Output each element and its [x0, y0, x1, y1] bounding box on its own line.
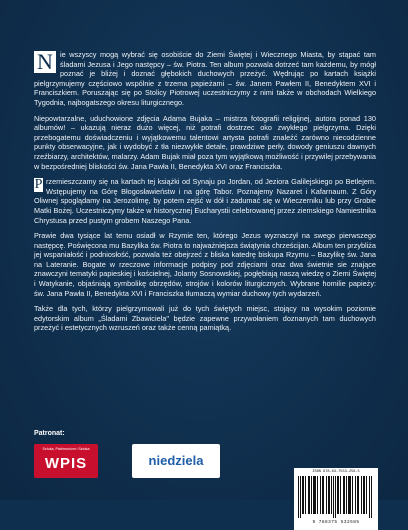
footer [34, 430, 376, 525]
description-text [34, 50, 376, 339]
wpis-logo-word: WPIS [44, 455, 88, 472]
paragraph-holy-land-text: rzemieszczamy się na kartach tej książki od Synaju po Jordan, od Jeziora Galilejskiego po Betlejem. Wstępujemy na Górę Błogosławieństw i na górę Tabor. Poznajemy Nazaret i Kafarnaum. Z Góry Oliwnej spoglądamy na Jerozolimę, by potem zejść w dół i zadumać się w Wieczerniku lub przy Grobie Matki Bożej. Uczestniczymy także w historycznej Eucharystii celebrowanej przez ziemskiego Namiestnika Chrystusa przed pustym grobem Naszego Pana. [34, 177, 376, 225]
dropcap-n: N [34, 51, 56, 73]
isbn-text: ISBN 978-83-7553-258-5 [312, 470, 360, 474]
barcode-digits: 9 788375 532585 [312, 520, 360, 525]
paragraph-closing: Także dla tych, którzy pielgrzymowali już do tych świętych miejsc, stojący na wysokim poziomie edytorskim album „Śladami Zbawiciela" będzie zapewne przywołaniem doznanych tam duchowych przeżyć i estetycznych wzruszeń oraz także cenną pamiątką. [34, 304, 376, 333]
patronat-label: Patronat: [34, 430, 65, 437]
paragraph-intro-text: ie wszyscy mogą wybrać się osobiście do Ziemi Świętej i Wiecznego Miasta, by stąpać tam śladami Jezusa i Jego następcy – św. Piotra. Ten album pozwala dotrzeć tam każdemu, by mógł poznać je bliżej i doznać głębokich duchowych przeżyć. Wędrując po kartach książki pielgrzymujemy częściowo wspólnie z trzema papieżami – św. Janem Pawłem II, Benedyktem XVI i Franciszkiem. Poruszając się po Stolicy Piotrowej uczestniczymy z nimi także w obchodach Wielkiego Tygodnia, najbogatszego okresu liturgicznego. [34, 50, 376, 107]
wpis-logo-subtitle: Sztuka, Patrimonium i Sztuka [42, 447, 90, 451]
barcode [294, 468, 378, 530]
barcode-bars [298, 476, 374, 518]
paragraph-photos: Niepowtarzalne, uduchowione zdjęcia Adama Bujaka – mistrza fotografii religijnej, autora ponad 130 albumów! – ukazują nieraz dużo więcej, niż potrafi dostrzec oko zwykłego pielgrzyma. Dzięki przebogatemu doświadczeniu i wyjątkowemu talentowi artysta potrafi znaleźć zarówno niecodzienne punkty obserwacyjne, jak i wydobyć z tła niezwykłe detale, prawdziwe perły, dowody geniuszu dawnych rzeźbiarzy, architektów, malarzy. Adam Bujak miał poza tym wyjątkową możliwość i przywilej przebywania w bezpośredniej bliskości św. Jana Pawła II, Benedykta XVI oraz Franciszka. [34, 113, 376, 171]
paragraph-holy-land [34, 177, 376, 225]
paragraph-intro [34, 50, 376, 108]
paragraph-rome: Prawie dwa tysiące lat temu osiadł w Rzymie ten, którego Jezus wyznaczył na swego pierwszego następcę. Poświęcona mu Bazylika św. Piotra to najważniejsza świątynia chrześcijan. Album ten przybliża jej wspaniałość i podniosłość, pozwala też obejrzeć z bliska katedrę biskupa Rzymu – Bazylikę św. Jana na Lateranie. Bogate w rzeczowe informacje podpisy pod zdjęciami oraz dwa świetnie sie znające znawczyni tematyki papieskiej i kościelnej, Jolanty Sosnowskiej, pogłębiają naszą wiedzę o Ziemi Świętej i Watykanie, objaśniają symbolikę obrzędów, strojów i kolorów liturgicznych. Wybrane homilie papieży: św. Jana Pawła II, Benedykta XVI i Franciszka tłumaczą wymiar duchowy tych wydarzeń. [34, 231, 376, 298]
niedziela-logo [132, 444, 220, 478]
dropcap-p: P [34, 177, 43, 193]
wpis-logo [34, 444, 98, 478]
niedziela-logo-word: niedziela [148, 453, 204, 468]
